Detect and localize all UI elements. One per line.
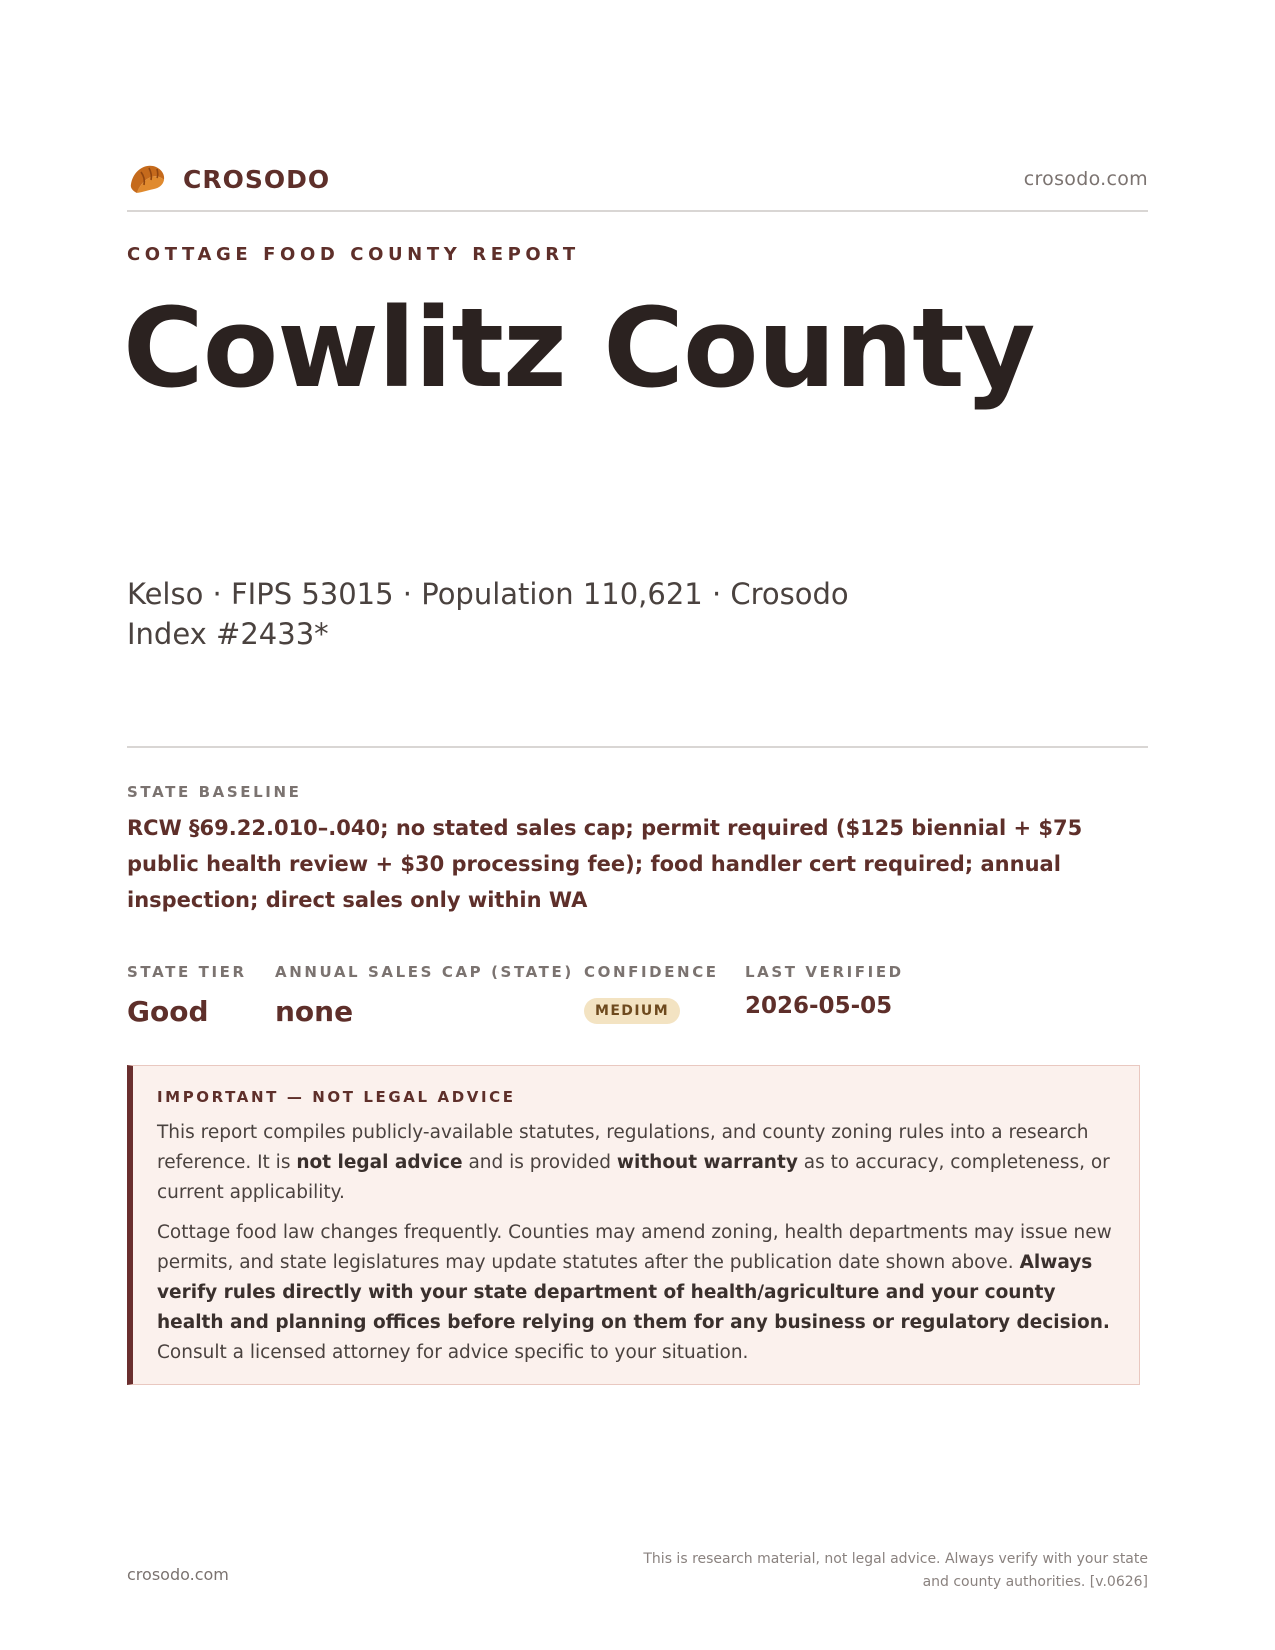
metric-confidence (584, 963, 719, 1024)
metric-value: 2026-05-05 (745, 993, 893, 1019)
notice-text: Cottage food law changes frequently. Counties may amend zoning, health departments may issue new permits, and state legislatures may update statutes after the publication date shown above. (157, 1222, 1112, 1273)
metrics-row (127, 963, 1148, 1033)
brand-name: CROSODO (183, 164, 331, 194)
legal-notice (127, 1065, 1140, 1385)
state-baseline-text: RCW §69.22.010–.040; no stated sales cap; permit required ($125 biennial + $75 public health review + $30 processing fee); food handler cert required; annual inspection; direct sales only within WA (127, 816, 1083, 912)
metric-value: none (275, 995, 354, 1028)
notice-emphasis: Always verify rules directly with your state department of health/agriculture and your county health and planning offices before relying on them for any business or regulatory decision. (157, 1252, 1110, 1333)
metric-label: STATE TIER (127, 963, 247, 981)
notice-emphasis: not legal advice (296, 1152, 463, 1173)
metric-label: CONFIDENCE (584, 963, 719, 981)
notice-text: as to accuracy, completeness, or current applicability. (157, 1152, 1110, 1203)
footer-disclaimer (588, 1548, 1148, 1594)
metric-last-verified (745, 963, 904, 1019)
croissant-icon (127, 158, 169, 200)
notice-text: This report compiles publicly-available statutes, regulations, and county zoning rules into a research reference. It is (157, 1122, 1089, 1173)
footer-disclaimer-line: This is research material, not legal advice. Always verify with your state (643, 1551, 1148, 1567)
page-title: Cowlitz County (123, 284, 1035, 412)
report-eyebrow: COTTAGE FOOD COUNTY REPORT (127, 244, 580, 265)
footer-disclaimer-line: and county authorities. [v.0626] (922, 1574, 1148, 1590)
metric-label: LAST VERIFIED (745, 963, 904, 981)
metric-sales-cap (275, 963, 574, 1028)
site-url-link[interactable]: crosodo.com (1023, 168, 1148, 190)
notice-paragraph (157, 1218, 1113, 1368)
brand[interactable] (127, 158, 330, 200)
notice-text: Consult a licensed attorney for advice specific to your situation. (157, 1342, 749, 1363)
metric-label: ANNUAL SALES CAP (STATE) (275, 963, 574, 981)
metric-state-tier (127, 963, 247, 1028)
notice-text: and is provided (462, 1152, 617, 1173)
metric-value: Good (127, 995, 209, 1028)
footer-site-link[interactable]: crosodo.com (127, 1565, 229, 1584)
header-divider (127, 210, 1148, 212)
notice-emphasis: without warranty (616, 1152, 798, 1173)
county-subtitle: Kelso · FIPS 53015 · Population 110,621 · Crosodo Index #2433* (127, 577, 849, 651)
header (127, 158, 1148, 200)
notice-paragraph (157, 1118, 1113, 1208)
report-page (123, 0, 1148, 1650)
notice-label: IMPORTANT — NOT LEGAL ADVICE (157, 1088, 516, 1106)
state-baseline-label: STATE BASELINE (127, 783, 302, 801)
confidence-badge: MEDIUM (584, 998, 680, 1024)
section-divider (127, 746, 1148, 748)
